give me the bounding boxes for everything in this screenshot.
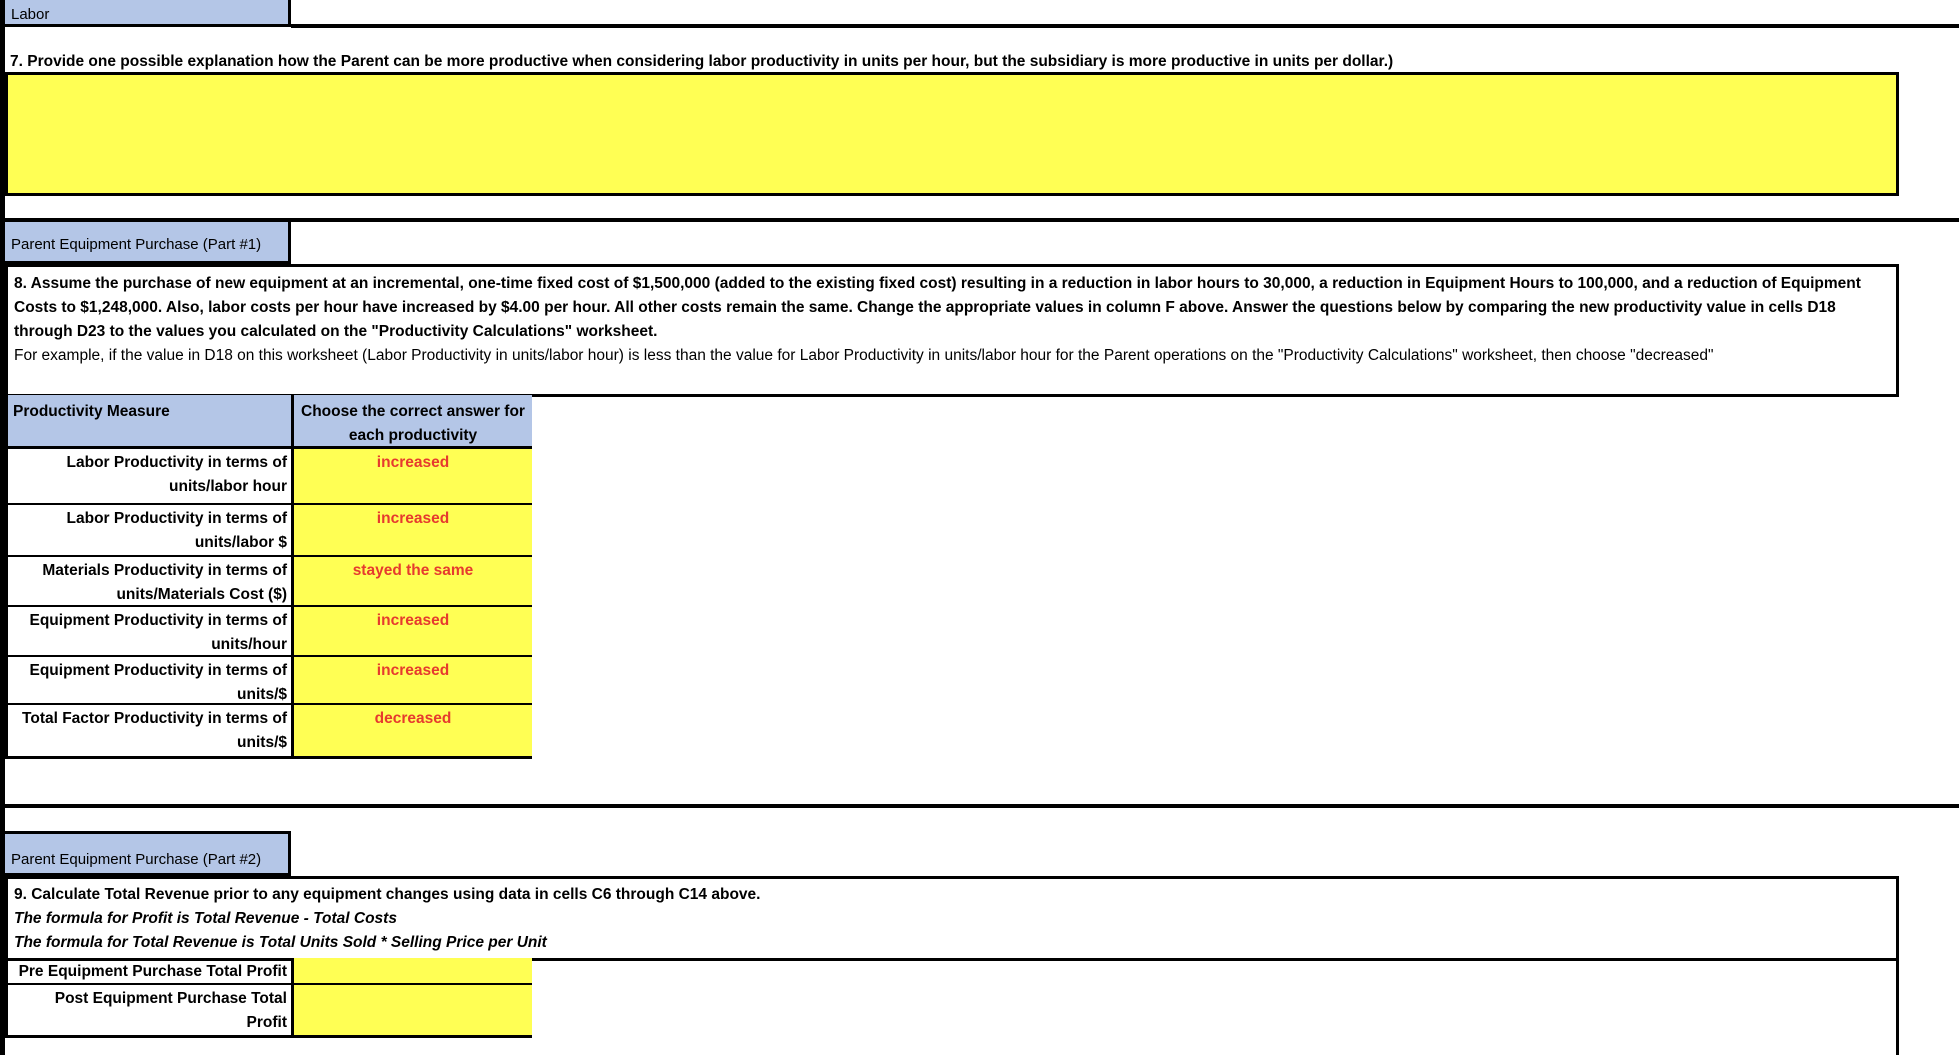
- part2-section-header: Parent Equipment Purchase (Part #2): [5, 831, 291, 876]
- question-8-text: 8. Assume the purchase of new equipment at an incremental, one-time fixed cost of $1,500,000 (added to the existing fixed cost) resulting in a reduction in labor hours to 30,000, a reduction in Equipment Hours to 100,000, and a reduction of Equipment Costs to $1,248,000. Also, labor costs per hour have increased by $4.00 per hour. All other costs remain the same. Change the appropriate values in column F above. Answer the questions below by comparing the new productivity value in cells D18 through D23 to the values you calculated on the "Productivity Calculations" worksheet.: [14, 275, 1861, 340]
- pre-equipment-profit-label: Pre Equipment Purchase Total Profit: [8, 958, 294, 985]
- answer-equipment-units-per-dollar[interactable]: increased: [294, 657, 532, 705]
- answer-equipment-units-per-hour[interactable]: increased: [294, 607, 532, 657]
- q7-answer-cell[interactable]: [5, 72, 1899, 196]
- measure-labor-units-per-dollar: Labor Productivity in terms of units/labor $: [8, 505, 294, 557]
- answer-materials-productivity[interactable]: stayed the same: [294, 557, 532, 607]
- revenue-formula: The formula for Total Revenue is Total Units Sold * Selling Price per Unit: [14, 934, 547, 951]
- part1-section-header: Parent Equipment Purchase (Part #1): [5, 222, 291, 264]
- post-equipment-profit-value[interactable]: [294, 985, 532, 1035]
- post-equipment-profit-label: Post Equipment Purchase Total Profit: [8, 985, 294, 1035]
- productivity-table: [5, 395, 532, 759]
- profit-formula: The formula for Profit is Total Revenue - Total Costs: [14, 910, 397, 927]
- answer-total-factor-productivity[interactable]: decreased: [294, 705, 532, 756]
- measure-equipment-units-per-dollar: Equipment Productivity in terms of units/$: [8, 657, 294, 705]
- question-8-example: For example, if the value in D18 on this worksheet (Labor Productivity in units/labor hour) is less than the value for Labor Productivity in units/labor hour for the Parent operations on the "Productivity Calculations" worksheet, then choose "decreased": [14, 347, 1714, 364]
- question-9-text: 9. Calculate Total Revenue prior to any equipment changes using data in cells C6 through C14 above.: [14, 886, 761, 903]
- measure-labor-units-per-hour: Labor Productivity in terms of units/labor hour: [8, 449, 294, 505]
- choose-answer-header: Choose the correct answer for each productivity: [294, 395, 532, 449]
- question-9-box: [5, 876, 1899, 961]
- labor-section-header: Labor: [5, 0, 291, 27]
- divider: [0, 804, 1959, 808]
- productivity-measure-header: Productivity Measure: [8, 395, 294, 449]
- measure-materials-productivity: Materials Productivity in terms of units/Materials Cost ($): [8, 557, 294, 607]
- pre-equipment-profit-value[interactable]: [294, 958, 532, 985]
- divider: [291, 24, 1959, 28]
- question-8-box: [5, 264, 1899, 397]
- answer-labor-units-per-dollar[interactable]: increased: [294, 505, 532, 557]
- measure-equipment-units-per-hour: Equipment Productivity in terms of units/hour: [8, 607, 294, 657]
- profit-table: [5, 958, 532, 1038]
- answer-labor-units-per-hour[interactable]: increased: [294, 449, 532, 505]
- measure-total-factor-productivity: Total Factor Productivity in terms of units/$: [8, 705, 294, 756]
- divider: [1896, 958, 1899, 1055]
- question-7: 7. Provide one possible explanation how the Parent can be more productive when considering labor productivity in units per hour, but the subsidiary is more productive in units per dollar.): [10, 53, 1394, 70]
- divider: [0, 218, 1959, 222]
